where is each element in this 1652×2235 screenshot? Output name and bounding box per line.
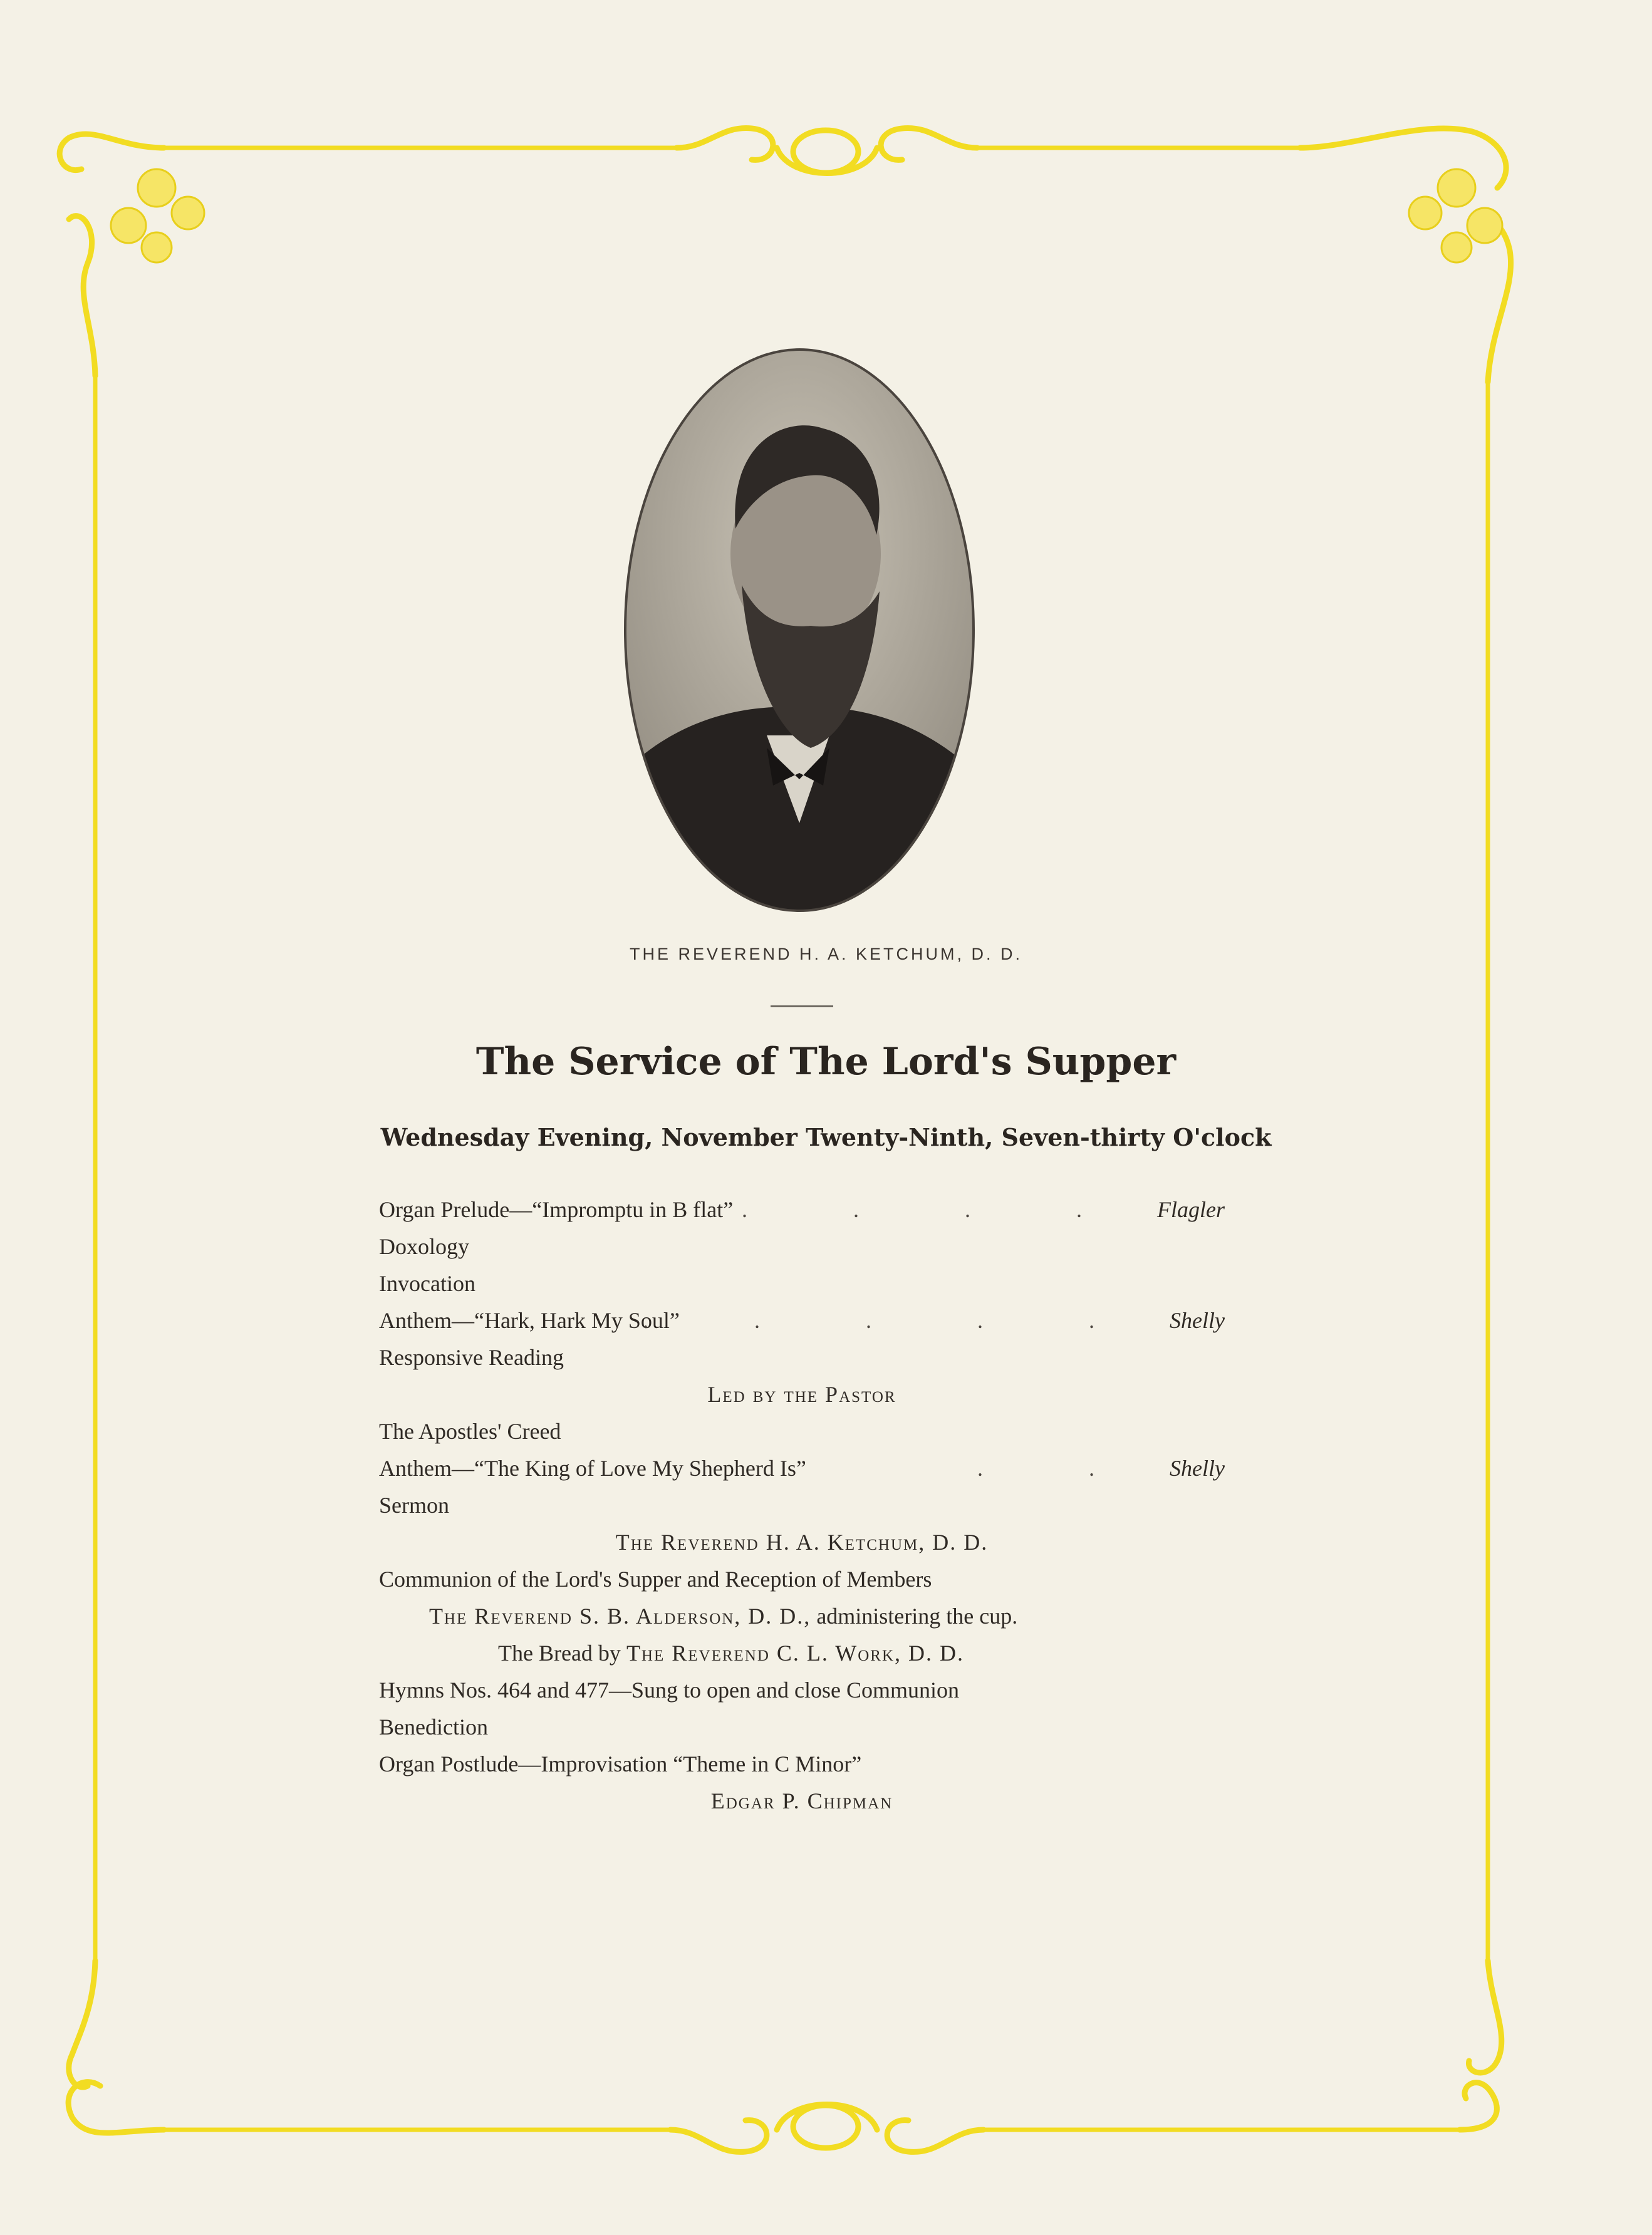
program-item-text: Anthem—“The King of Love My Shepherd Is” [379, 1456, 806, 1481]
dot-leader: . . . . . [643, 1308, 1145, 1333]
portrait-caption: THE REVEREND H. A. KETCHUM, D. D. [629, 945, 1023, 963]
divider [771, 1005, 833, 1007]
bread-line [379, 1635, 1225, 1672]
composer-name: Shelly [1170, 1456, 1225, 1481]
bread-text: The Bread by [498, 1641, 626, 1666]
program-item-hymns: Hymns Nos. 464 and 477—Sung to open and close Communion [379, 1678, 959, 1703]
page-subtitle: Wednesday Evening, November Twenty-Ninth, Seven-thirty O'clock [380, 1123, 1272, 1151]
program-item-apostles-creed: The Apostles' Creed [379, 1419, 561, 1444]
program-item-benediction: Benediction [379, 1714, 488, 1740]
dot-leader: . . [977, 1456, 1145, 1481]
portrait-photo [623, 347, 976, 913]
program-item-organ-prelude [379, 1191, 1225, 1228]
program-item-organ-postlude: Organ Postlude—Improvisation “Theme in C Minor” [379, 1751, 862, 1776]
program-item-anthem-1 [379, 1302, 1225, 1339]
program-item-doxology: Doxology [379, 1234, 469, 1259]
program-item-invocation: Invocation [379, 1271, 475, 1296]
program-list [379, 1191, 1225, 1820]
program-item-responsive-reading: Responsive Reading [379, 1345, 564, 1370]
program-item-anthem-2 [379, 1450, 1225, 1487]
bread-name: The Reverend C. L. Work, D. D. [626, 1641, 965, 1666]
page-title: The Service of The Lord's Supper [475, 1040, 1177, 1084]
composer-name: Flagler [1157, 1197, 1225, 1222]
dot-leader: . . . . [742, 1197, 1133, 1222]
cup-name: The Reverend S. B. Alderson, D. D., [429, 1604, 811, 1629]
program-item-sermon: Sermon [379, 1493, 449, 1518]
sermon-by-line: The Reverend H. A. Ketchum, D. D. [615, 1530, 989, 1555]
program-item-text: Organ Prelude—“Impromptu in B flat” [379, 1197, 734, 1222]
cup-line [379, 1598, 1225, 1635]
postlude-by-line: Edgar P. Chipman [710, 1788, 893, 1813]
cup-text: administering the cup. [811, 1604, 1018, 1629]
program-item-text: Anthem—“Hark, Hark My Soul” [379, 1308, 680, 1333]
program-item-communion: Communion of the Lord's Supper and Reception of Members [379, 1567, 932, 1592]
led-by-line: Led by the Pastor [707, 1382, 896, 1407]
composer-name: Shelly [1170, 1308, 1225, 1333]
